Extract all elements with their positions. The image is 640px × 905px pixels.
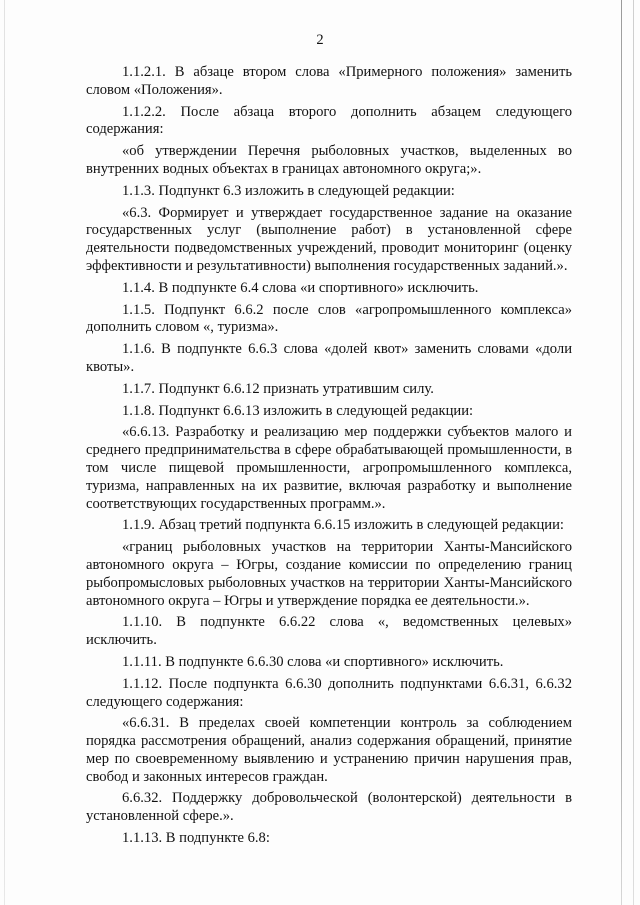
paragraph-1-1-12: 1.1.12. После подпункта 6.6.30 дополнить подпунктами 6.6.31, 6.6.32 следующего содержания: [86, 675, 572, 710]
document-body [86, 64, 572, 852]
paragraph-1-1-8: 1.1.8. Подпункт 6.6.13 изложить в следующей редакции: [122, 402, 474, 419]
paragraph-1-1-5: 1.1.5. Подпункт 6.6.2 после слов «агропромышленного комплекса» дополнить словом «, туризма». [86, 301, 572, 336]
paragraph-1-1-4: 1.1.4. В подпункте 6.4 слова «и спортивного» исключить. [122, 279, 479, 296]
scan-edge-left [4, 0, 5, 905]
paragraph-quote-perechen: «об утверждении Перечня рыболовных участков, выделенных во внутренних водных объектах в границах автономного округа;». [86, 143, 572, 177]
paragraph-1-1-11: 1.1.11. В подпункте 6.6.30 слова «и спортивного» исключить. [122, 653, 504, 670]
paragraph-1-1-6: 1.1.6. В подпункте 6.6.3 слова «долей квот» заменить словами «доли квоты». [86, 341, 572, 375]
paragraph-6-6-32: 6.6.32. Поддержку добровольческой (волонтерской) деятельности в установленной сфере.». [86, 790, 572, 825]
paragraph-quote-6-3: «6.3. Формирует и утверждает государственное задание на оказание государственных услуг (выполнение работ) в установленной сфере деятельности подведомственных учреждений, проводит мониторинг (оценку эффективности и результативности) выполнения государственных заданий.». [86, 204, 572, 274]
scan-edge-right [621, 0, 622, 905]
page-number: 2 [316, 32, 324, 48]
paragraph-1-1-13: 1.1.13. В подпункте 6.8: [122, 830, 270, 847]
paragraph-1-1-9: 1.1.9. Абзац третий подпункта 6.6.15 изложить в следующей редакции: [122, 517, 564, 534]
paragraph-quote-6-6-13: «6.6.13. Разработку и реализацию мер поддержки субъектов малого и среднего предпринимательства в сфере обрабатывающей промышленности, в том числе пищевой промышленности, агропромышленного комплекса, туризма, направленных на их развитие, включая разработку и выполнение соответствующих государственных программ.». [86, 424, 572, 512]
paragraph-1-1-7: 1.1.7. Подпункт 6.6.12 признать утратившим силу. [122, 380, 434, 397]
scan-edge-right-outer [633, 0, 634, 905]
paragraph-1-1-2-2: 1.1.2.2. После абзаца второго дополнить абзацем следующего содержания: [86, 103, 572, 138]
paragraph-quote-granits: «границ рыболовных участков на территории Ханты-Мансийского автономного округа – Югры, создание комиссии по определению границ рыбопромысловых рыболовных участков на территории Ханты-Мансийского автономного округа – Югры и утверждение порядка ее деятельности.». [86, 539, 572, 609]
paragraph-1-1-3: 1.1.3. Подпункт 6.3 изложить в следующей редакции: [122, 182, 455, 199]
paragraph-quote-6-6-31: «6.6.31. В пределах своей компетенции контроль за соблюдением порядка рассмотрения обращений, анализ содержания обращений, принятие мер по своевременному выявлению и устранению причин нарушения прав, свобод и законных интересов граждан. [86, 715, 572, 785]
paragraph-1-1-2-1: 1.1.2.1. В абзаце втором слова «Примерного положения» заменить словом «Положения». [86, 64, 572, 98]
paragraph-1-1-10: 1.1.10. В подпункте 6.6.22 слова «, ведомственных целевых» исключить. [86, 614, 572, 649]
